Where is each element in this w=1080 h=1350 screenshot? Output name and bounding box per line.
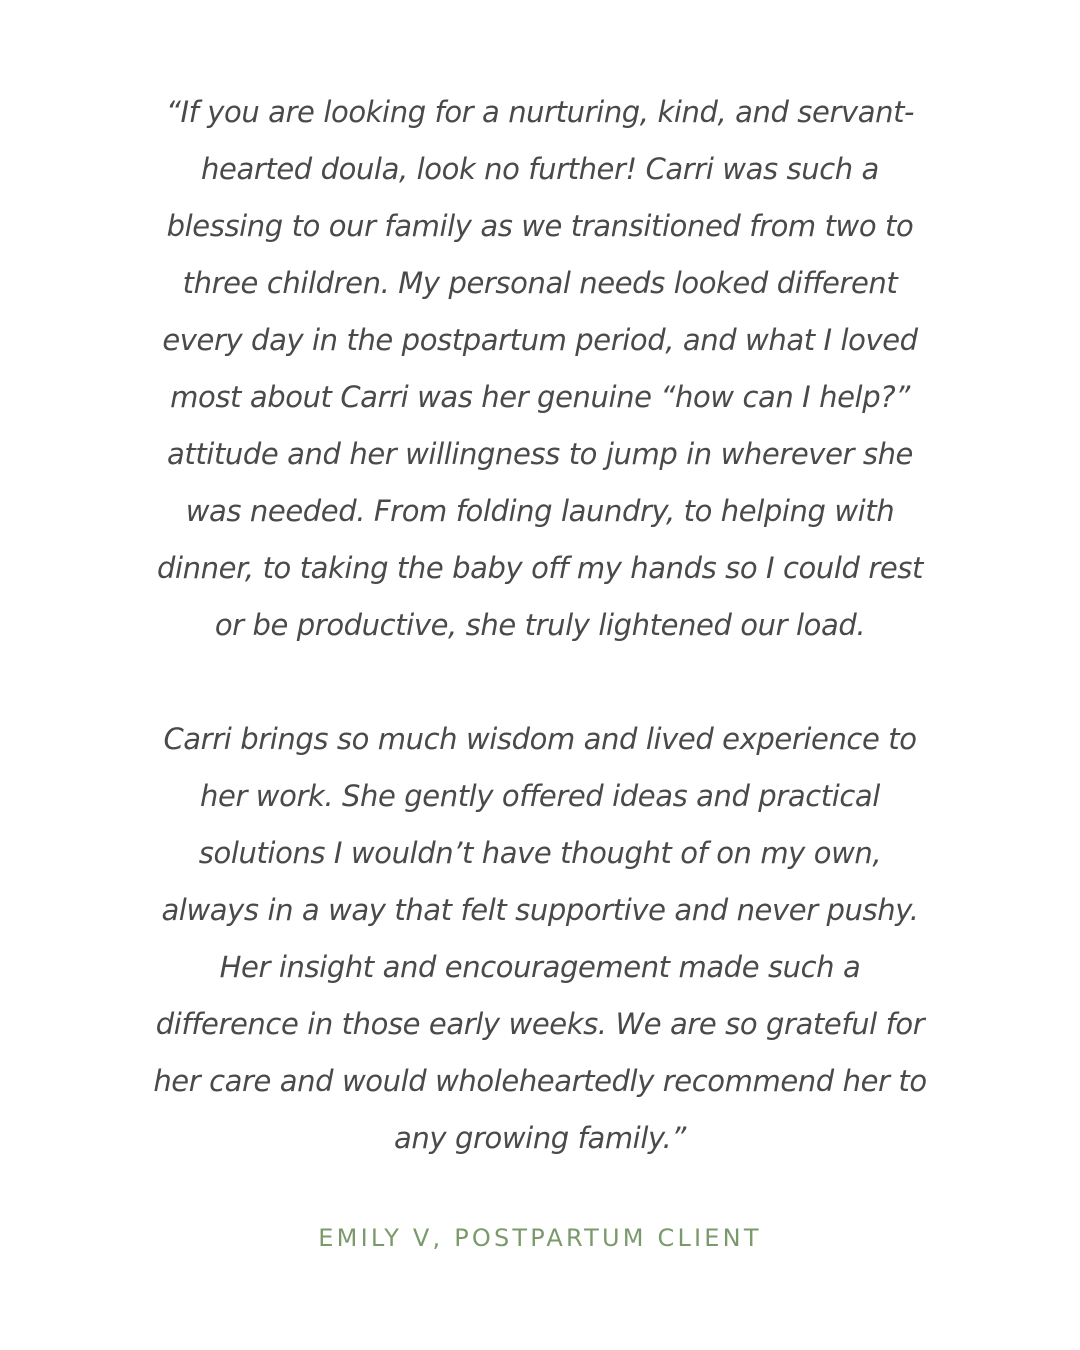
testimonial-quote <box>130 84 950 1167</box>
quote-paragraph-2: Carri brings so much wisdom and lived experience to her work. She gently offered ideas and practical solutions I wouldn’t have thought of on my own, always in a way that felt supportive and never pushy. Her insight and encouragement made such a difference in those early weeks. We are so grateful for her care and would wholeheartedly recommend her to any growing family.” <box>153 722 927 1155</box>
testimonial-attribution: EMILY V, POSTPARTUM CLIENT <box>318 1224 762 1252</box>
quote-paragraph-1: “If you are looking for a nurturing, kind, and servant- hearted doula, look no further! Carri was such a blessing to our family as we transitioned from two to three children. My personal needs looked different every day in the postpartum period, and what I loved most about Carri was her genuine “how can I help?” attitude and her willingness to jump in wherever she was needed. From folding laundry, to helping with dinner, to taking the baby off my hands so I could rest or be productive, she truly lightened our load. <box>157 95 923 642</box>
